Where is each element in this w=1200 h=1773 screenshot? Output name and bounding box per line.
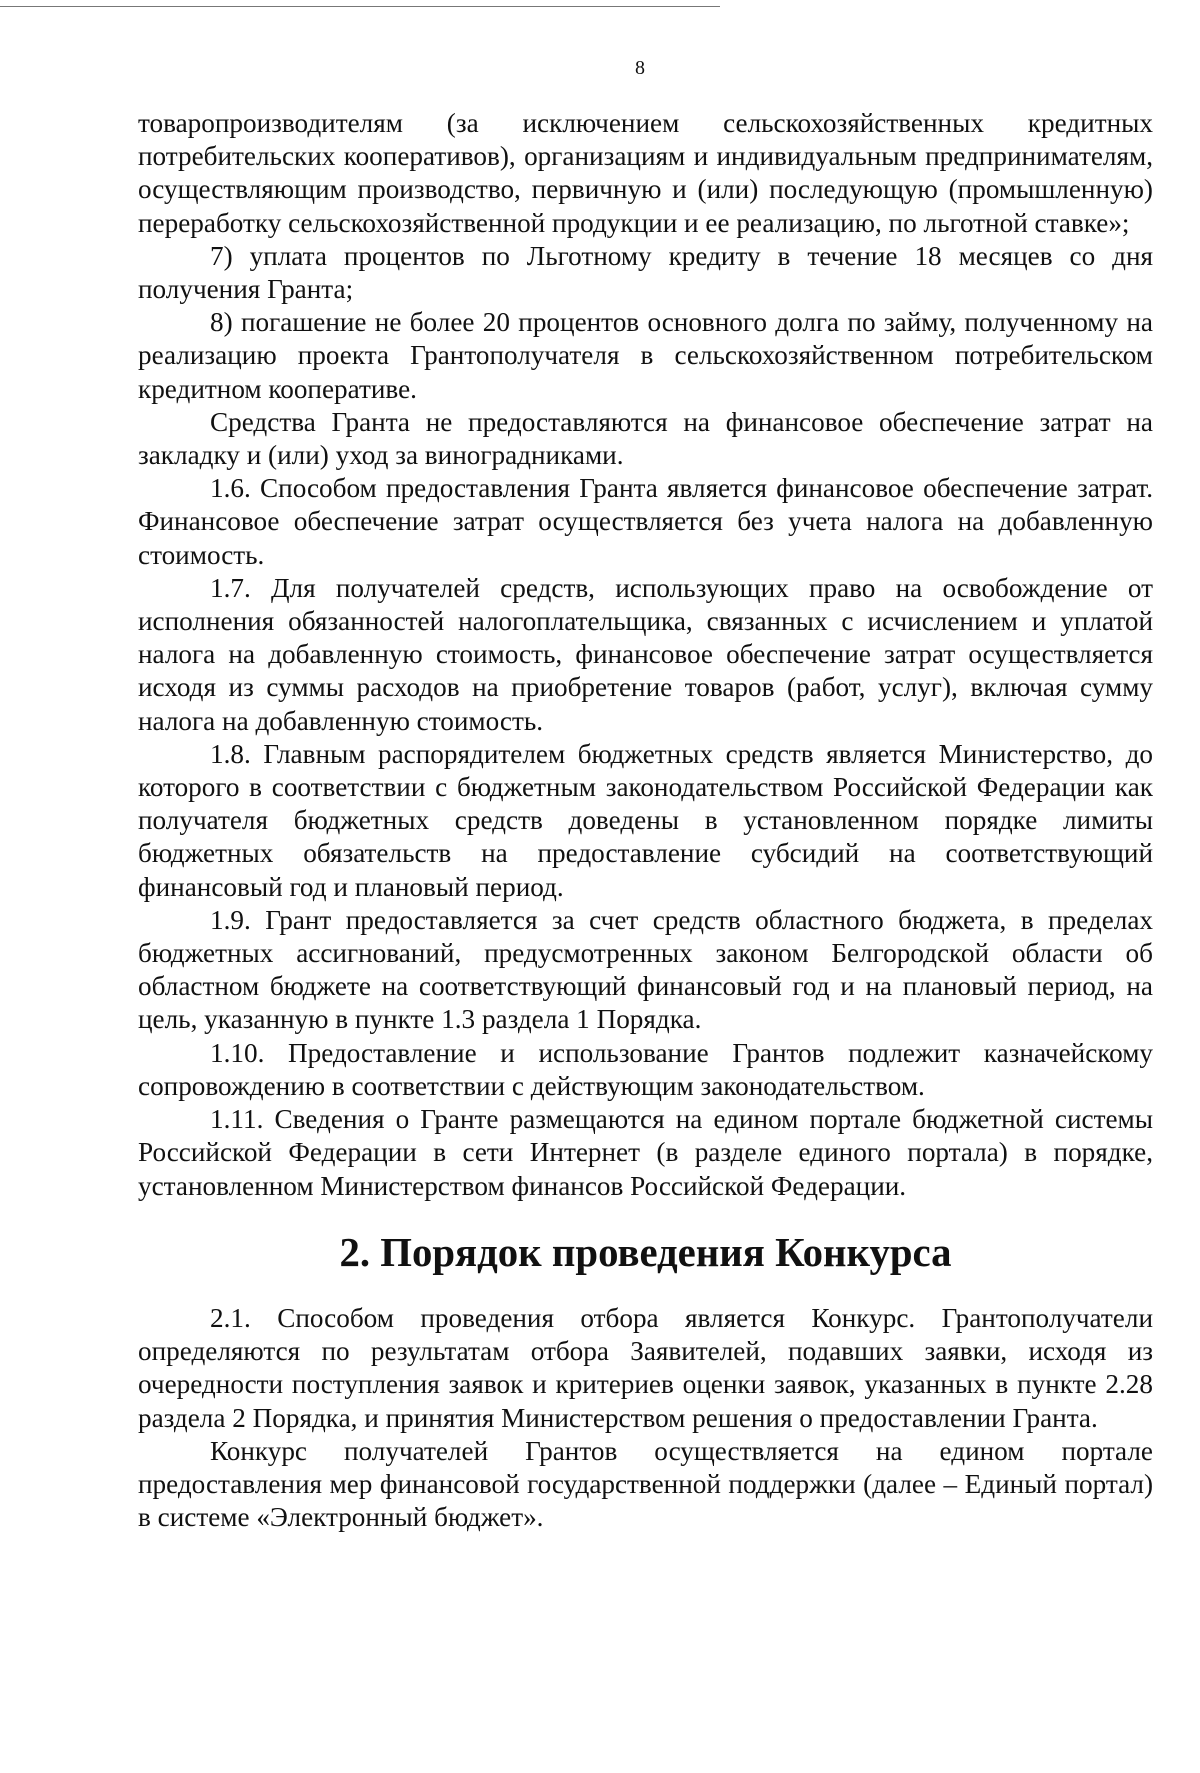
paragraph-konkurs-portal: Конкурс получателей Грантов осуществляется на едином портале предоставления мер финансовой государственной поддержки (далее – Единый портал) в системе «Электронный бюджет». [138,1435,1153,1533]
paragraph-1-9: 1.9. Грант предоставляется за счет средств областного бюджета, в пределах бюджетных ассигнований, предусмотренных законом Белгородской области об областном бюджете на соответствующий финансовый год и на плановый период, на цель, указанную в пункте 1.3 раздела 1 Порядка. [138,904,1153,1035]
paragraph-1-8: 1.8. Главным распорядителем бюджетных средств является Министерство, до которого в соответствии с бюджетным законодательством Российской Федерации как получателя бюджетных средств доведены в установленном порядке лимиты бюджетных обязательств на предоставление субсидий на соответствующий финансовый год и плановый период. [138,738,1153,902]
paragraph-item-7: 7) уплата процентов по Льготному кредиту в течение 18 месяцев со дня получения Гранта; [138,240,1153,305]
paragraph-2-1: 2.1. Способом проведения отбора является Конкурс. Грантополучатели определяются по результатам отбора Заявителей, подавших заявки, исходя из очередности поступления заявок и критериев оценки заявок, указанных в пункте 2.28 раздела 2 Порядка, и принятия Министерством решения о предоставлении Гранта. [138,1302,1153,1433]
paragraph-1-10: 1.10. Предоставление и использование Грантов подлежит казначейскому сопровождению в соответствии с действующим законодательством. [138,1037,1153,1101]
scan-edge-line [0,6,720,7]
paragraph-1-11: 1.11. Сведения о Гранте размещаются на едином портале бюджетной системы Российской Федерации в сети Интернет (в разделе единого портала) в порядке, установленном Министерством финансов Российской Федерации. [138,1104,1153,1201]
paragraph-1-7: 1.7. Для получателей средств, использующих право на освобождение от исполнения обязанностей налогоплательщика, связанных с исчислением и уплатой налога на добавленную стоимость, финансовое обеспечение затрат осуществляется исходя из суммы расходов на приобретение товаров (работ, услуг), включая сумму налога на добавленную стоимость. [138,572,1153,736]
paragraph-1-6: 1.6. Способом предоставления Гранта является финансовое обеспечение затрат. Финансовое обеспечение затрат осуществляется без учета налога на добавленную стоимость. [138,473,1153,570]
page-number: 8 [635,57,645,79]
section-heading: 2. Порядок проведения Конкурса [339,1229,952,1275]
document-body [138,107,1153,1534]
paragraph-item-8: 8) погашение не более 20 процентов основного долга по займу, полученному на реализацию проекта Грантополучателя в сельскохозяйственном потребительском кредитном кооперативе. [138,307,1153,404]
paragraph-vineyards: Средства Гранта не предоставляются на финансовое обеспечение затрат на закладку и (или) уход за виноградниками. [138,406,1153,471]
paragraph-continuation: товаропроизводителям (за исключением сельскохозяйственных кредитных потребительских кооперативов), организациям и индивидуальным предпринимателям, осуществляющим производство, первичную и (или) последующую (промышленную) переработку сельскохозяйственной продукции и ее реализацию, по льготной ставке»; [138,108,1153,238]
